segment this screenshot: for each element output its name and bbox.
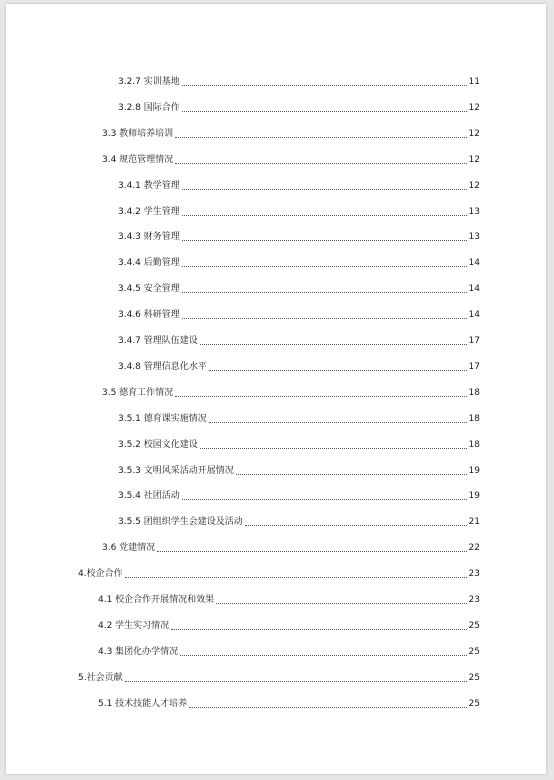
toc-page-number: 13 [468, 232, 480, 243]
toc-entry[interactable] [118, 361, 480, 373]
toc-page-number: 19 [468, 465, 480, 476]
toc-entry[interactable] [78, 672, 480, 684]
toc-page-number: 22 [468, 543, 480, 554]
toc-dot-leader [175, 163, 466, 164]
toc-dot-leader [236, 474, 467, 475]
toc-dot-leader [209, 370, 467, 371]
toc-entry-title: 5.1 技术技能人才培养 [98, 698, 188, 709]
toc-dot-leader [182, 292, 467, 293]
toc-entry-title: 4.1 校企合作开展情况和效果 [98, 595, 215, 605]
toc-entry-title: 3.5 德育工作情况 [102, 387, 174, 398]
toc-page-number: 18 [468, 439, 480, 450]
toc-dot-leader [189, 707, 466, 708]
toc-entry[interactable] [118, 180, 480, 192]
toc-page-number: 14 [468, 284, 480, 295]
toc-page-number: 21 [468, 517, 480, 528]
toc-entry-title: 3.4.1 教学管理 [118, 180, 180, 191]
toc-page-number: 25 [468, 620, 480, 631]
toc-dot-leader [200, 448, 467, 449]
toc-entry-title: 3.5.4 社团活动 [118, 491, 180, 502]
toc-page-number: 25 [468, 646, 480, 657]
toc-page-number: 19 [468, 491, 480, 502]
toc-page-number: 13 [468, 206, 480, 217]
toc-entry-title: 3.4.8 管理信息化水平 [118, 361, 207, 372]
toc-entry[interactable] [98, 620, 480, 632]
toc-entry-title: 3.2.7 实训基地 [118, 77, 180, 87]
toc-page-number: 12 [468, 128, 480, 139]
toc-dot-leader [175, 137, 466, 138]
toc-dot-leader [209, 422, 467, 423]
toc-dot-leader [200, 344, 467, 345]
toc-entry-title: 3.6 党建情况 [102, 543, 156, 554]
toc-page-number: 12 [468, 102, 480, 113]
toc-entry-title: 4.2 学生实习情况 [98, 620, 170, 631]
toc-entry[interactable] [118, 465, 480, 477]
toc-dot-leader [182, 85, 467, 86]
toc-entry-title: 3.4 规范管理情况 [102, 154, 174, 165]
toc-entry-title: 3.5.5 团组织学生会建设及活动 [118, 517, 243, 528]
toc-dot-leader [180, 655, 466, 656]
toc-page-number: 17 [468, 336, 480, 346]
toc-entry[interactable] [118, 102, 480, 114]
toc-dot-leader [182, 189, 467, 190]
toc-dot-leader [157, 551, 466, 552]
toc-dot-leader [182, 499, 467, 500]
toc-entry-title: 3.5.2 校园文化建设 [118, 439, 198, 450]
toc-entry[interactable] [118, 516, 480, 528]
toc-entry[interactable] [118, 439, 480, 451]
toc-entry[interactable] [78, 568, 480, 580]
toc-entry[interactable] [118, 206, 480, 218]
toc-entry[interactable] [118, 490, 480, 502]
toc-entry-title: 3.4.3 财务管理 [118, 232, 180, 243]
toc-page-number: 23 [468, 595, 480, 605]
toc-dot-leader [125, 577, 467, 578]
toc-entry[interactable] [118, 257, 480, 269]
toc-entry[interactable] [118, 335, 480, 347]
toc-page-number: 12 [468, 154, 480, 165]
toc-dot-leader [182, 111, 467, 112]
toc-page-number: 12 [468, 180, 480, 191]
toc-entry-title: 5.社会贡献 [78, 672, 123, 683]
toc-dot-leader [175, 396, 466, 397]
toc-page-number: 23 [468, 569, 480, 580]
toc-entry-title: 4.3 集团化办学情况 [98, 646, 179, 657]
document-page [6, 4, 546, 774]
toc-page-number: 17 [468, 361, 480, 372]
toc-entry[interactable] [98, 698, 480, 710]
toc-dot-leader [216, 603, 466, 604]
toc-entry-title: 3.2.8 国际合作 [118, 102, 180, 113]
toc-entry[interactable] [118, 283, 480, 295]
toc-entry-title: 3.4.5 安全管理 [118, 284, 180, 295]
toc-entry-title: 3.4.2 学生管理 [118, 206, 180, 217]
table-of-contents [6, 4, 546, 774]
toc-entry-title: 3.4.6 科研管理 [118, 310, 180, 321]
toc-page-number: 25 [468, 698, 480, 709]
toc-dot-leader [182, 240, 467, 241]
toc-dot-leader [245, 525, 467, 526]
toc-entry[interactable] [118, 76, 480, 88]
toc-entry-title: 3.5.3 文明风采活动开展情况 [118, 465, 234, 476]
toc-entry[interactable] [102, 128, 480, 140]
toc-dot-leader [182, 318, 467, 319]
toc-entry-title: 3.3 教师培养培训 [102, 128, 174, 139]
toc-entry[interactable] [98, 594, 480, 606]
toc-entry[interactable] [102, 542, 480, 554]
toc-page-number: 11 [468, 77, 480, 87]
toc-entry[interactable] [102, 387, 480, 399]
toc-entry[interactable] [118, 309, 480, 321]
toc-entry-title: 3.4.7 管理队伍建设 [118, 336, 198, 346]
toc-page-number: 14 [468, 258, 480, 269]
toc-entry[interactable] [98, 646, 480, 658]
toc-dot-leader [125, 681, 467, 682]
toc-page-number: 14 [468, 310, 480, 321]
toc-page-number: 18 [468, 413, 480, 424]
toc-entry-title: 4.校企合作 [78, 569, 123, 580]
toc-entry-title: 3.5.1 德育课实施情况 [118, 413, 207, 424]
toc-dot-leader [182, 266, 467, 267]
toc-entry-title: 3.4.4 后勤管理 [118, 258, 180, 269]
toc-dot-leader [171, 629, 466, 630]
toc-entry[interactable] [118, 413, 480, 425]
toc-page-number: 18 [468, 387, 480, 398]
toc-dot-leader [182, 215, 467, 216]
toc-page-number: 25 [468, 672, 480, 683]
toc-entry[interactable] [118, 231, 480, 243]
toc-entry[interactable] [102, 154, 480, 166]
